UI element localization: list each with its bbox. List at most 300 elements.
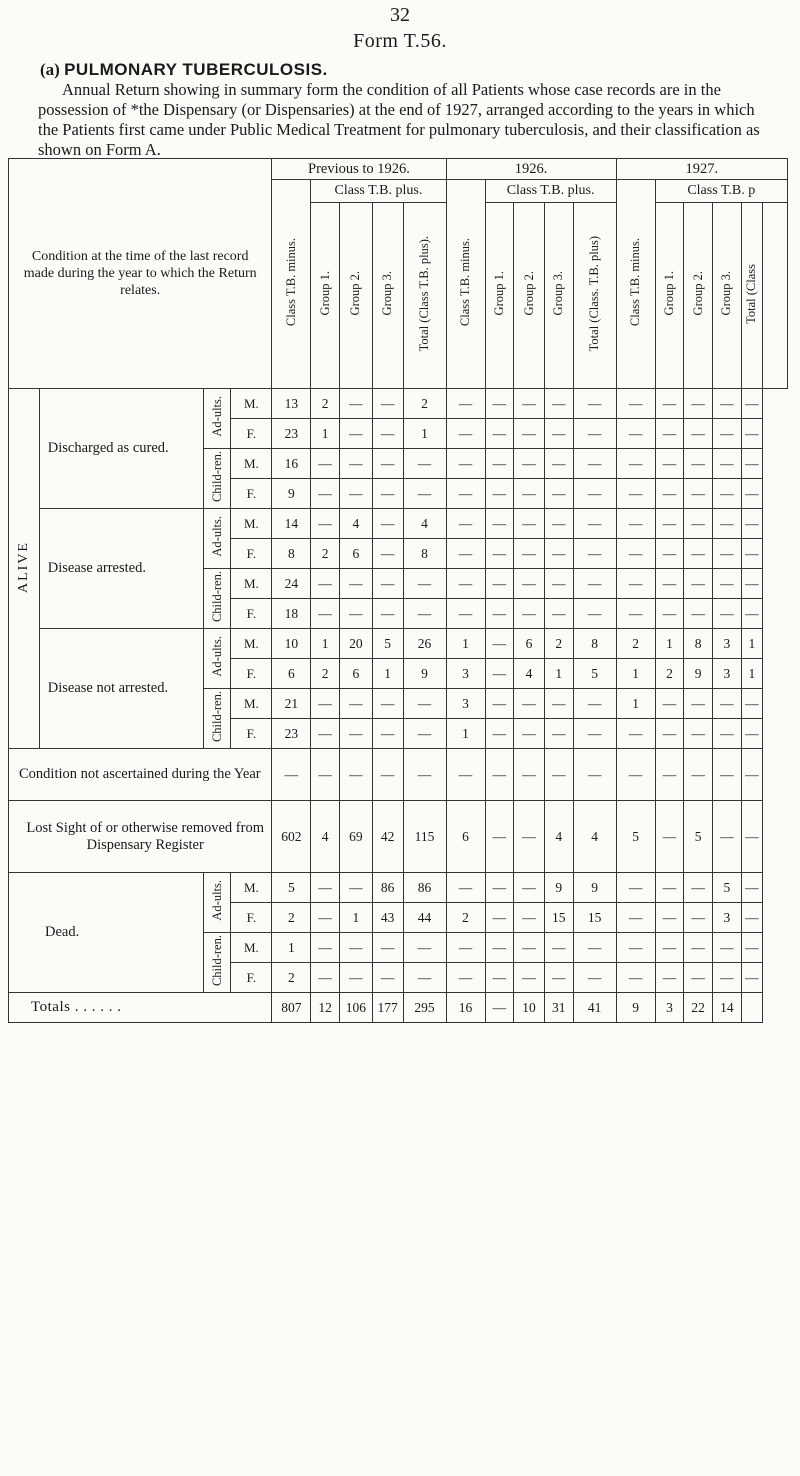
table-cell: —	[403, 479, 446, 509]
table-cell: —	[544, 689, 573, 719]
table-row	[9, 389, 788, 419]
totals-row	[9, 993, 788, 1023]
table-cell: —	[403, 933, 446, 963]
table-cell: 12	[311, 993, 340, 1023]
table-cell: —	[514, 569, 545, 599]
table-cell: —	[372, 569, 403, 599]
table-cell: —	[741, 509, 763, 539]
table-cell: 23	[272, 719, 311, 749]
table-cell: 3	[712, 659, 741, 689]
table-cell: 602	[272, 801, 311, 873]
table-cell: —	[446, 933, 485, 963]
period-previous-1926: Previous to 1926.	[272, 159, 446, 180]
not-ascertained-label: Condition not ascertained during the Year	[9, 749, 272, 801]
form-title: Form T.56.	[353, 30, 447, 52]
table-cell: —	[616, 963, 655, 993]
table-cell: 16	[446, 993, 485, 1023]
table-cell: —	[712, 389, 741, 419]
table-cell: —	[684, 389, 713, 419]
table-cell: 13	[272, 389, 311, 419]
table-cell: —	[446, 539, 485, 569]
table-cell: —	[372, 449, 403, 479]
table-cell: —	[372, 689, 403, 719]
table-cell: 14	[712, 993, 741, 1023]
table-cell: 9	[684, 659, 713, 689]
table-row	[9, 629, 788, 659]
table-cell: —	[616, 509, 655, 539]
table-cell: —	[684, 749, 713, 801]
table-cell: 1	[403, 419, 446, 449]
table-cell: —	[741, 389, 763, 419]
table-cell: —	[372, 719, 403, 749]
table-cell: 2	[272, 963, 311, 993]
table-cell: 2	[655, 659, 684, 689]
table-cell: —	[712, 719, 741, 749]
table-cell: —	[684, 719, 713, 749]
table-cell: 16	[272, 449, 311, 479]
male-label: M.	[231, 873, 272, 903]
table-cell: —	[372, 933, 403, 963]
table-cell: 86	[372, 873, 403, 903]
table-cell: —	[403, 599, 446, 629]
table-cell: 2	[616, 629, 655, 659]
table-cell: —	[712, 539, 741, 569]
table-cell: —	[712, 963, 741, 993]
table-cell: —	[446, 749, 485, 801]
table-cell: —	[485, 629, 514, 659]
table-cell: —	[655, 599, 684, 629]
table-cell: —	[573, 689, 616, 719]
table-cell: —	[655, 479, 684, 509]
table-cell: —	[741, 719, 763, 749]
table-cell: 9	[272, 479, 311, 509]
table-cell: —	[485, 801, 514, 873]
table-cell: 1	[616, 659, 655, 689]
table-cell: 4	[311, 801, 340, 873]
table-cell: —	[684, 569, 713, 599]
table-cell: —	[684, 689, 713, 719]
table-cell: —	[573, 749, 616, 801]
table-cell: 5	[573, 659, 616, 689]
female-label: F.	[231, 419, 272, 449]
table-cell: 8	[684, 629, 713, 659]
table-cell: 1	[340, 903, 373, 933]
table-cell: —	[655, 419, 684, 449]
table-cell: 31	[544, 993, 573, 1023]
table-cell: 1	[544, 659, 573, 689]
period-1926: 1926.	[446, 159, 616, 180]
prev-group-1-header: Group 1.	[311, 203, 340, 389]
table-cell: —	[684, 539, 713, 569]
table-cell: 2	[403, 389, 446, 419]
table-cell: 4	[403, 509, 446, 539]
table-cell: 9	[573, 873, 616, 903]
return-table	[8, 158, 788, 1023]
table-cell: —	[485, 449, 514, 479]
table-cell: —	[741, 801, 763, 873]
table-cell: —	[573, 509, 616, 539]
table-cell: —	[655, 509, 684, 539]
table-cell: —	[573, 449, 616, 479]
table-cell: —	[712, 801, 741, 873]
table-cell: —	[573, 539, 616, 569]
prev-class-minus-header: Class T.B. minus.	[272, 180, 311, 389]
table-cell: 4	[544, 801, 573, 873]
table-cell: 21	[272, 689, 311, 719]
intro-paragraph: Annual Return showing in summary form the condition of all Patients whose case records are in the possession of *the Dispensary (or Dispensaries) at the end of 1927, arranged according to the years in which the Patients first came under Public Medical Treatment for pulmonary tuberculosis, and their classification as shown on Form A.	[38, 80, 760, 159]
children-label: Child-ren.	[203, 933, 231, 993]
arrested-label: Disease arrested.	[39, 509, 203, 629]
table-cell: —	[655, 749, 684, 801]
table-cell: —	[340, 963, 373, 993]
table-cell: 2	[544, 629, 573, 659]
table-cell: —	[485, 599, 514, 629]
table-cell: 5	[684, 801, 713, 873]
table-cell: —	[403, 689, 446, 719]
female-label: F.	[231, 539, 272, 569]
table-cell: —	[655, 873, 684, 903]
table-cell: 10	[272, 629, 311, 659]
table-cell: —	[311, 903, 340, 933]
table-cell: —	[573, 479, 616, 509]
table-cell: —	[340, 479, 373, 509]
section-heading	[40, 60, 328, 80]
table-cell: 295	[403, 993, 446, 1023]
table-cell: —	[544, 963, 573, 993]
table-cell: —	[544, 933, 573, 963]
table-cell: —	[514, 749, 545, 801]
children-label: Child-ren.	[203, 689, 231, 749]
table-cell	[741, 993, 763, 1023]
table-cell: —	[340, 569, 373, 599]
table-cell: 15	[573, 903, 616, 933]
table-cell: —	[544, 389, 573, 419]
table-cell: 4	[340, 509, 373, 539]
table-cell: —	[514, 479, 545, 509]
table-cell: —	[485, 963, 514, 993]
header-row-periods	[9, 159, 788, 180]
table-cell: —	[485, 569, 514, 599]
y1926-class-minus-header: Class T.B. minus.	[446, 180, 485, 389]
male-label: M.	[231, 569, 272, 599]
table-cell: —	[655, 389, 684, 419]
table-cell: —	[544, 509, 573, 539]
table-cell: —	[573, 599, 616, 629]
table-cell: —	[655, 903, 684, 933]
table-cell: —	[573, 933, 616, 963]
table-cell: —	[544, 539, 573, 569]
table-cell: —	[340, 749, 373, 801]
table-cell: —	[573, 963, 616, 993]
table-cell: 6	[446, 801, 485, 873]
table-cell: 8	[272, 539, 311, 569]
table-cell: —	[741, 749, 763, 801]
female-label: F.	[231, 599, 272, 629]
table-cell: 69	[340, 801, 373, 873]
table-cell: 1	[616, 689, 655, 719]
male-label: M.	[231, 509, 272, 539]
table-row	[9, 509, 788, 539]
table-cell: —	[311, 719, 340, 749]
table-cell: 41	[573, 993, 616, 1023]
table-cell: —	[712, 449, 741, 479]
table-cell: 3	[712, 629, 741, 659]
table-cell: —	[340, 389, 373, 419]
table-cell: —	[311, 449, 340, 479]
y1927-group-1-header: Group 1.	[655, 203, 684, 389]
table-cell: —	[485, 933, 514, 963]
adults-label: Ad-ults.	[203, 509, 231, 569]
table-cell: —	[655, 933, 684, 963]
table-cell: 6	[272, 659, 311, 689]
table-cell: —	[684, 873, 713, 903]
table-cell: —	[684, 933, 713, 963]
table-cell: —	[741, 903, 763, 933]
heading-text: PULMONARY TUBERCULOSIS.	[64, 60, 328, 79]
table-cell: —	[616, 419, 655, 449]
table-cell: 44	[403, 903, 446, 933]
adults-label: Ad-ults.	[203, 873, 231, 933]
table-cell: —	[372, 599, 403, 629]
table-cell: —	[741, 689, 763, 719]
table-cell: —	[514, 689, 545, 719]
table-cell: —	[485, 479, 514, 509]
table-cell: —	[655, 449, 684, 479]
table-cell: 26	[403, 629, 446, 659]
table-cell: —	[514, 873, 545, 903]
table-cell: —	[544, 599, 573, 629]
table-cell: —	[514, 419, 545, 449]
table-cell: —	[514, 389, 545, 419]
table-cell: 177	[372, 993, 403, 1023]
table-cell: —	[712, 749, 741, 801]
table-cell: —	[655, 689, 684, 719]
table-cell: 1	[272, 933, 311, 963]
table-cell: —	[684, 479, 713, 509]
discharged-label: Discharged as cured.	[39, 389, 203, 509]
y1926-group-3-header: Group 3.	[544, 203, 573, 389]
table-cell: 1	[311, 419, 340, 449]
children-label: Child-ren.	[203, 569, 231, 629]
table-cell: 106	[340, 993, 373, 1023]
table-cell: —	[311, 933, 340, 963]
table-cell: 1	[372, 659, 403, 689]
table-cell: 14	[272, 509, 311, 539]
table-cell: —	[712, 419, 741, 449]
y1926-group-2-header: Group 2.	[514, 203, 545, 389]
table-cell: —	[741, 569, 763, 599]
table-cell: 2	[311, 539, 340, 569]
table-cell: —	[340, 449, 373, 479]
period-1927: 1927.	[616, 159, 787, 180]
table-cell: 1	[741, 629, 763, 659]
table-cell: —	[446, 449, 485, 479]
table-cell: 9	[544, 873, 573, 903]
adults-label: Ad-ults.	[203, 629, 231, 689]
prev-class-plus-header: Class T.B. plus.	[311, 180, 446, 203]
table-cell: 1	[446, 719, 485, 749]
table-cell: —	[741, 419, 763, 449]
table-cell: —	[616, 539, 655, 569]
table-cell: —	[514, 539, 545, 569]
table-cell: —	[372, 389, 403, 419]
table-cell: —	[514, 719, 545, 749]
table-cell: —	[544, 569, 573, 599]
table-cell: —	[655, 801, 684, 873]
table-cell: —	[544, 749, 573, 801]
table-row	[9, 801, 788, 873]
table-cell: —	[741, 599, 763, 629]
table-cell: —	[544, 479, 573, 509]
male-label: M.	[231, 449, 272, 479]
female-label: F.	[231, 659, 272, 689]
table-cell: 2	[311, 659, 340, 689]
table-cell: 3	[655, 993, 684, 1023]
table-cell: —	[684, 449, 713, 479]
table-cell: 8	[573, 629, 616, 659]
table-cell: 1	[655, 629, 684, 659]
y1926-group-1-header: Group 1.	[485, 203, 514, 389]
male-label: M.	[231, 629, 272, 659]
table-cell: —	[403, 719, 446, 749]
table-cell: —	[446, 873, 485, 903]
table-cell: —	[712, 933, 741, 963]
table-cell: —	[485, 719, 514, 749]
table-cell: —	[485, 539, 514, 569]
table-cell: —	[684, 963, 713, 993]
table-cell: —	[514, 963, 545, 993]
female-label: F.	[231, 719, 272, 749]
table-cell: —	[616, 719, 655, 749]
table-cell: 20	[340, 629, 373, 659]
table-cell: —	[573, 719, 616, 749]
table-cell: —	[372, 509, 403, 539]
table-cell: —	[514, 599, 545, 629]
table-cell: 6	[514, 629, 545, 659]
table-cell: —	[446, 569, 485, 599]
table-cell: 1	[311, 629, 340, 659]
table-cell: —	[655, 539, 684, 569]
table-cell: —	[311, 963, 340, 993]
female-label: F.	[231, 903, 272, 933]
table-cell: 3	[712, 903, 741, 933]
table-cell: —	[311, 873, 340, 903]
table-cell: —	[403, 569, 446, 599]
table-cell: —	[311, 569, 340, 599]
table-cell: —	[712, 689, 741, 719]
table-cell: 1	[741, 659, 763, 689]
table-cell: —	[573, 419, 616, 449]
table-cell: —	[446, 963, 485, 993]
table-cell: —	[544, 419, 573, 449]
table-cell: —	[372, 479, 403, 509]
children-label: Child-ren.	[203, 449, 231, 509]
prev-group-2-header: Group 2.	[340, 203, 373, 389]
table-cell: —	[311, 479, 340, 509]
table-cell: 3	[446, 689, 485, 719]
table-cell: 5	[372, 629, 403, 659]
table-cell: —	[446, 389, 485, 419]
table-cell: 807	[272, 993, 311, 1023]
y1926-total-header: Total (Class. T.B. plus)	[573, 203, 616, 389]
table-cell: —	[372, 963, 403, 993]
table-cell: 5	[272, 873, 311, 903]
condition-header: Condition at the time of the last record made during the year to which the Return relates.	[9, 159, 272, 389]
table-cell: —	[485, 389, 514, 419]
table-cell: 15	[544, 903, 573, 933]
table-cell: —	[340, 719, 373, 749]
table-cell: 4	[514, 659, 545, 689]
table-cell: 115	[403, 801, 446, 873]
table-cell: —	[485, 509, 514, 539]
male-label: M.	[231, 689, 272, 719]
table-cell: —	[514, 801, 545, 873]
table-cell: —	[403, 963, 446, 993]
table-cell: —	[573, 389, 616, 419]
table-cell: —	[514, 903, 545, 933]
table-cell: —	[573, 569, 616, 599]
table-cell: —	[446, 479, 485, 509]
female-label: F.	[231, 963, 272, 993]
table-cell: —	[372, 539, 403, 569]
table-cell: —	[544, 719, 573, 749]
table-cell: —	[340, 419, 373, 449]
prev-group-3-header: Group 3.	[372, 203, 403, 389]
table-cell: —	[340, 873, 373, 903]
y1927-group-3-header: Group 3.	[712, 203, 741, 389]
table-cell: —	[485, 749, 514, 801]
table-cell: —	[616, 599, 655, 629]
table-cell: 86	[403, 873, 446, 903]
table-cell: 9	[403, 659, 446, 689]
table-cell: —	[446, 509, 485, 539]
table-cell: —	[741, 449, 763, 479]
table-cell: —	[741, 539, 763, 569]
table-cell: —	[485, 903, 514, 933]
table-cell: —	[372, 749, 403, 801]
y1927-total-header: Total (Class	[741, 203, 763, 389]
adults-label: Ad-ults.	[203, 389, 231, 449]
table-cell: —	[485, 873, 514, 903]
y1926-class-plus-header: Class T.B. plus.	[485, 180, 616, 203]
table-cell: —	[741, 933, 763, 963]
table-cell: 42	[372, 801, 403, 873]
table-cell: —	[340, 689, 373, 719]
table-cell: —	[485, 419, 514, 449]
table-cell: —	[684, 599, 713, 629]
table-cell: —	[741, 873, 763, 903]
table-cell: —	[684, 509, 713, 539]
table-cell: —	[616, 449, 655, 479]
not-arrested-label: Disease not arrested.	[39, 629, 203, 749]
table-cell: 24	[272, 569, 311, 599]
prev-total-header: Total (Class T.B. plus).	[403, 203, 446, 389]
table-cell: —	[514, 509, 545, 539]
table-cell: —	[684, 903, 713, 933]
table-cell: —	[446, 599, 485, 629]
table-cell: —	[372, 419, 403, 449]
table-cell: 9	[616, 993, 655, 1023]
male-label: M.	[231, 933, 272, 963]
table-cell: —	[655, 569, 684, 599]
y1927-class-minus-header: Class T.B. minus.	[616, 180, 655, 389]
table-cell: —	[340, 933, 373, 963]
table-cell: —	[616, 903, 655, 933]
heading-prefix: (a)	[40, 60, 60, 79]
table-cell: —	[616, 389, 655, 419]
y1927-group-2-header: Group 2.	[684, 203, 713, 389]
table-cell: 1	[446, 629, 485, 659]
